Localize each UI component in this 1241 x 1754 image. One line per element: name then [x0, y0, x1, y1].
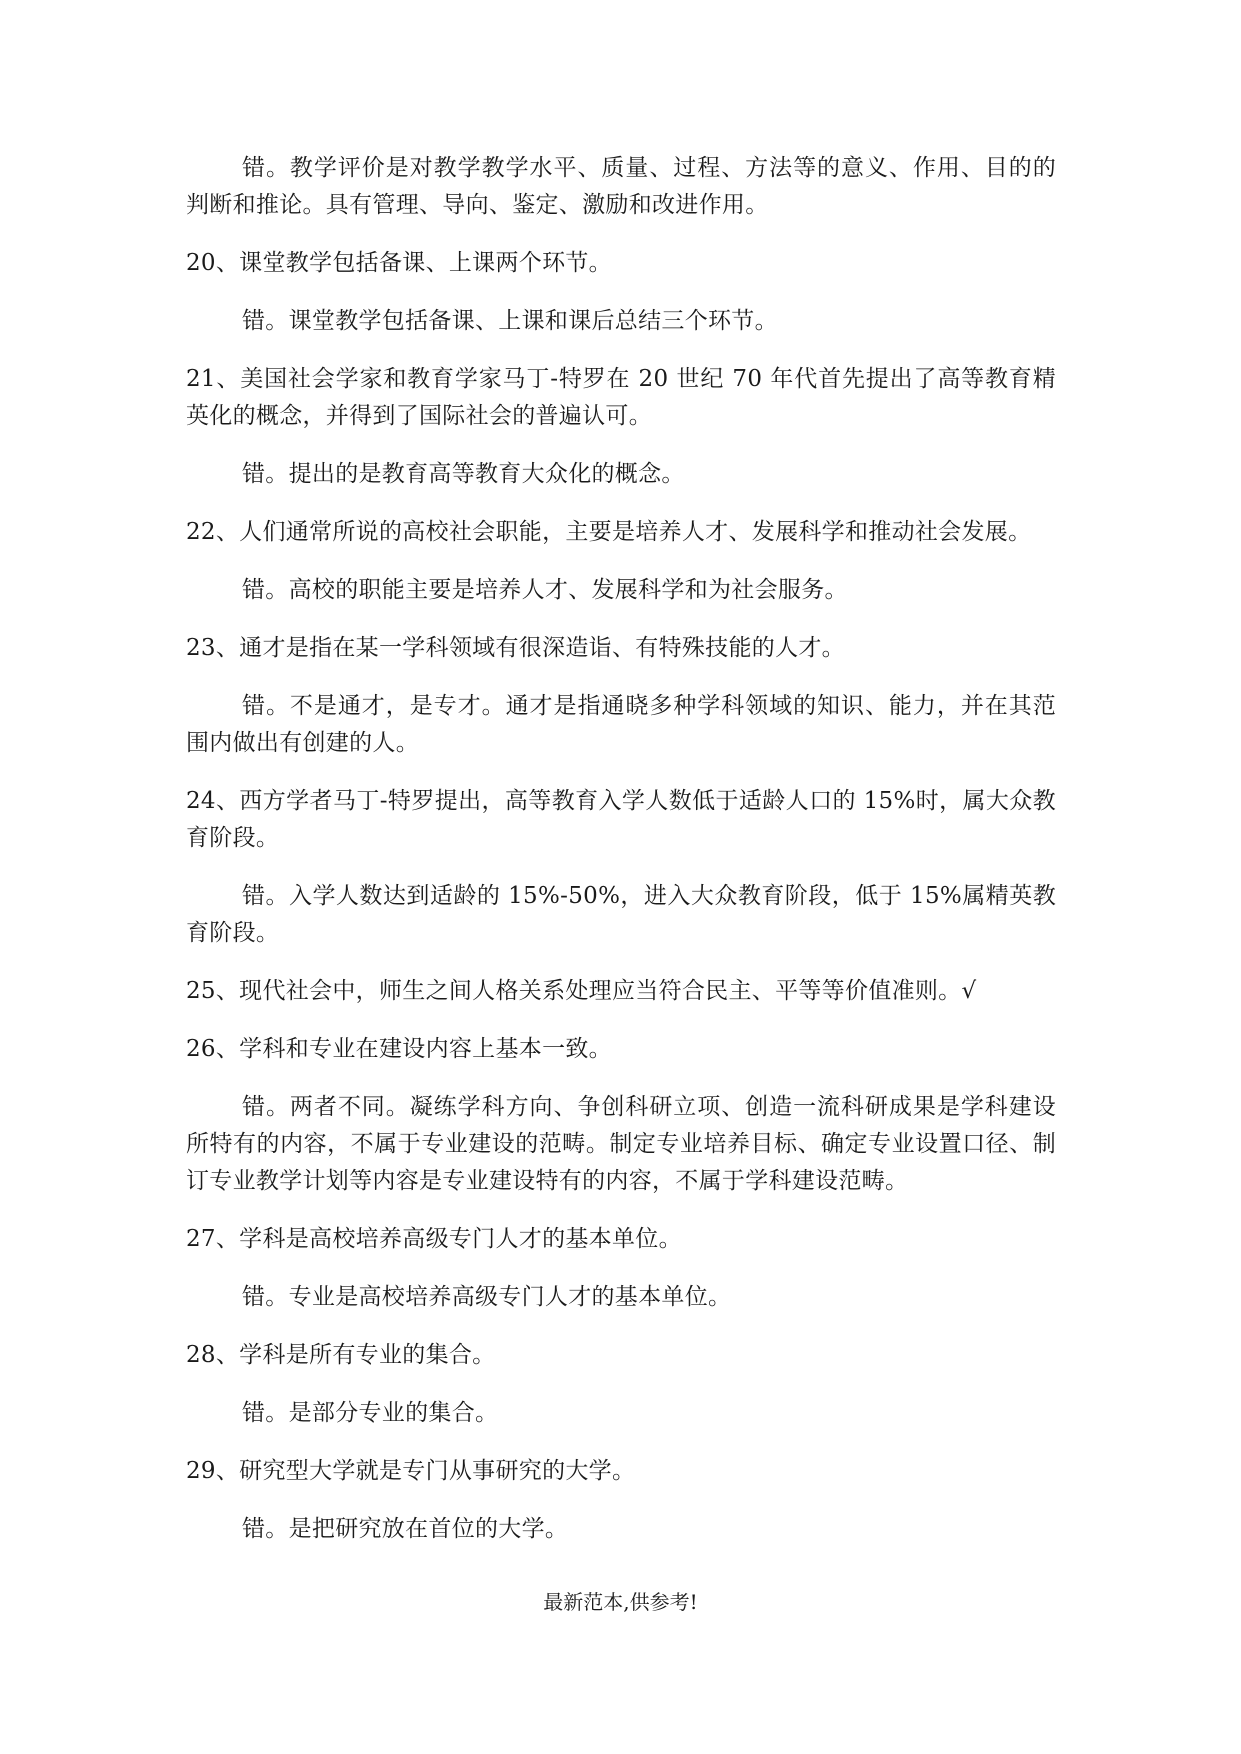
question-paragraph: 24、西方学者马丁-特罗提出，高等教育入学人数低于适龄人口的 15%时，属大众教育阶段。 — [186, 788, 1056, 851]
answer-paragraph: 错。教学评价是对教学教学水平、质量、过程、方法等的意义、作用、目的的判断和推论。具有管理、导向、鉴定、激励和改进作用。 — [186, 155, 1056, 218]
answer-paragraph: 错。课堂教学包括备课、上课和课后总结三个环节。 — [242, 308, 778, 334]
answer-paragraph: 错。专业是高校培养高级专门人才的基本单位。 — [242, 1284, 732, 1310]
question-paragraph: 20、课堂教学包括备课、上课两个环节。 — [186, 250, 612, 276]
answer-paragraph: 错。是把研究放在首位的大学。 — [242, 1516, 569, 1542]
answer-paragraph: 错。提出的是教育高等教育大众化的概念。 — [242, 461, 685, 487]
question-paragraph: 26、学科和专业在建设内容上基本一致。 — [186, 1036, 612, 1062]
question-paragraph: 21、美国社会学家和教育学家马丁-特罗在 20 世纪 70 年代首先提出了高等教育精英化的概念，并得到了国际社会的普遍认可。 — [186, 366, 1056, 429]
page-footer: 最新范本,供参考! — [543, 1590, 698, 1614]
question-paragraph: 25、现代社会中，师生之间人格关系处理应当符合民主、平等等价值准则。√ — [186, 978, 977, 1004]
answer-paragraph: 错。两者不同。凝练学科方向、争创科研立项、创造一流科研成果是学科建设所特有的内容，不属于专业建设的范畴。制定专业培养目标、确定专业设置口径、制订专业教学计划等内容是专业建设特有的内容，不属于学科建设范畴。 — [186, 1094, 1056, 1194]
answer-paragraph: 错。是部分专业的集合。 — [242, 1400, 499, 1426]
question-paragraph: 22、人们通常所说的高校社会职能，主要是培养人才、发展科学和推动社会发展。 — [186, 519, 1032, 545]
question-paragraph: 27、学科是高校培养高级专门人才的基本单位。 — [186, 1226, 682, 1252]
question-paragraph: 28、学科是所有专业的集合。 — [186, 1342, 496, 1368]
answer-paragraph: 错。入学人数达到适龄的 15%-50%，进入大众教育阶段，低于 15%属精英教育阶段。 — [186, 883, 1056, 946]
answer-paragraph: 错。不是通才，是专才。通才是指通晓多种学科领域的知识、能力，并在其范围内做出有创建的人。 — [186, 693, 1056, 756]
answer-paragraph: 错。高校的职能主要是培养人才、发展科学和为社会服务。 — [242, 577, 848, 603]
question-paragraph: 23、通才是指在某一学科领域有很深造诣、有特殊技能的人才。 — [186, 635, 845, 661]
document-body — [186, 150, 1056, 1569]
question-paragraph: 29、研究型大学就是专门从事研究的大学。 — [186, 1458, 636, 1484]
